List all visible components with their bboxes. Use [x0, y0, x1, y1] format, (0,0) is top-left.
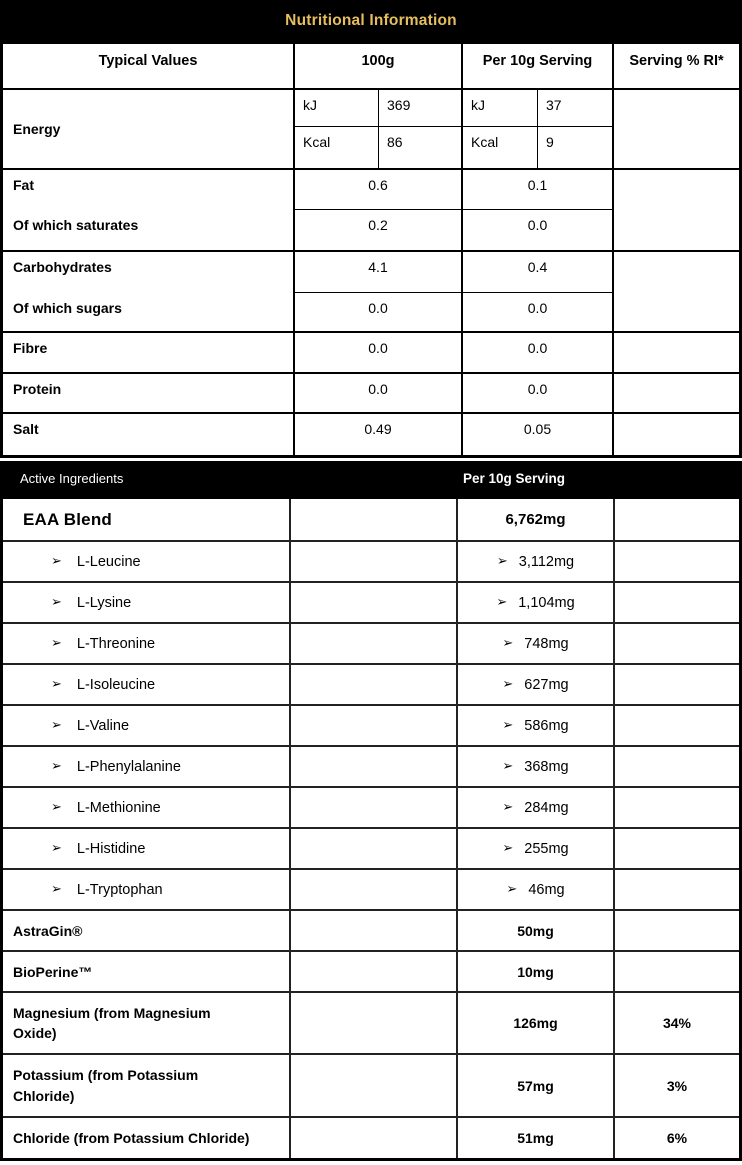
- fat-value-per10g: 0.1: [463, 170, 614, 210]
- potassium-ri: 3%: [615, 1055, 739, 1118]
- protein-value-100g: 0.0: [295, 374, 463, 414]
- arrow-bullet-icon: ➢: [506, 882, 518, 897]
- amino-amount: 368mg: [524, 758, 569, 775]
- fibre-value-per10g: 0.0: [463, 333, 614, 374]
- amino-name: L-Lysine: [76, 594, 132, 611]
- active-ingredients-title: Active Ingredients: [20, 471, 124, 486]
- arrow-bullet-icon: ➢: [51, 882, 62, 897]
- l-leucine-amount: [458, 542, 615, 583]
- row-label-bioperine: BioPerine™: [3, 952, 291, 993]
- carbohydrates-value-per10g: 0.4: [463, 252, 614, 293]
- carbohydrates-ri-cell: [614, 252, 739, 333]
- arrow-bullet-icon: ➢: [502, 677, 514, 692]
- energy-kj-unit-100g: kJ: [295, 90, 379, 127]
- spacer-cell: [291, 583, 458, 624]
- ri-cell: [615, 829, 739, 870]
- row-label-fat: Fat: [3, 170, 295, 210]
- row-label-carbohydrates: Carbohydrates: [3, 252, 295, 293]
- amino-amount: 586mg: [524, 717, 569, 734]
- chloride-amount: 51mg: [458, 1118, 615, 1158]
- amino-amount: 284mg: [524, 799, 569, 816]
- row-label-magnesium: [3, 993, 291, 1055]
- row-label-saturates: Of which saturates: [3, 210, 295, 252]
- row-label-l-phenylalanine: [3, 747, 291, 788]
- ri-cell: [615, 665, 739, 706]
- spacer-cell: [291, 911, 458, 952]
- row-label-l-lysine: [3, 583, 291, 624]
- active-ingredients-header-bar: [0, 461, 742, 496]
- ri-cell: [615, 583, 739, 624]
- ri-cell: [615, 542, 739, 583]
- carbohydrates-value-100g: 4.1: [295, 252, 463, 293]
- mineral-name: Magnesium (from Magnesium Oxide): [13, 1004, 211, 1041]
- arrow-bullet-icon: ➢: [51, 841, 62, 856]
- row-label-l-histidine: [3, 829, 291, 870]
- arrow-bullet-icon: ➢: [51, 677, 62, 692]
- row-label-potassium: [3, 1055, 291, 1118]
- spacer-cell: [291, 1118, 458, 1158]
- eaa-blend-amount: 6,762mg: [458, 499, 615, 542]
- fat-value-100g: 0.6: [295, 170, 463, 210]
- salt-value-100g: 0.49: [295, 414, 463, 455]
- energy-kcal-value-100g: 86: [379, 127, 463, 170]
- row-label-l-threonine: [3, 624, 291, 665]
- spacer-cell: [291, 624, 458, 665]
- l-methionine-amount: [458, 788, 615, 829]
- protein-value-per10g: 0.0: [463, 374, 614, 414]
- arrow-bullet-icon: ➢: [502, 800, 514, 815]
- salt-value-per10g: 0.05: [463, 414, 614, 455]
- row-label-astragin: AstraGin®: [3, 911, 291, 952]
- active-ingredients-serving-label: Per 10g Serving: [463, 471, 566, 486]
- astragin-ri: [615, 911, 739, 952]
- arrow-bullet-icon: ➢: [502, 759, 514, 774]
- salt-ri-cell: [614, 414, 739, 455]
- row-label-l-tryptophan: [3, 870, 291, 911]
- spacer-cell: [291, 706, 458, 747]
- row-label-l-valine: [3, 706, 291, 747]
- amino-amount: 1,104mg: [518, 594, 575, 611]
- magnesium-ri: 34%: [615, 993, 739, 1055]
- spacer-cell: [291, 1055, 458, 1118]
- amino-name: L-Tryptophan: [76, 881, 163, 898]
- spacer-cell: [291, 952, 458, 993]
- row-label-energy: Energy: [3, 90, 295, 170]
- fibre-ri-cell: [614, 333, 739, 374]
- fibre-value-100g: 0.0: [295, 333, 463, 374]
- amino-name: L-Isoleucine: [76, 676, 156, 693]
- arrow-bullet-icon: ➢: [496, 595, 508, 610]
- amino-amount: 46mg: [528, 881, 565, 898]
- spacer-cell: [291, 993, 458, 1055]
- arrow-bullet-icon: ➢: [51, 636, 62, 651]
- arrow-bullet-icon: ➢: [51, 800, 62, 815]
- eaa-blend-ri-cell: [615, 499, 739, 542]
- amino-name: L-Leucine: [76, 553, 141, 570]
- row-label-l-methionine: [3, 788, 291, 829]
- column-header-serving-ri: Serving % RI*: [614, 44, 739, 90]
- bioperine-amount: 10mg: [458, 952, 615, 993]
- arrow-bullet-icon: ➢: [496, 554, 508, 569]
- row-label-eaa-blend: EAA Blend: [3, 499, 291, 542]
- l-valine-amount: [458, 706, 615, 747]
- arrow-bullet-icon: ➢: [502, 841, 514, 856]
- amino-name: L-Histidine: [76, 840, 146, 857]
- row-label-l-isoleucine: [3, 665, 291, 706]
- energy-kcal-unit-per10g: Kcal: [463, 127, 538, 170]
- sugars-value-100g: 0.0: [295, 293, 463, 333]
- fat-ri-cell: [614, 170, 739, 252]
- column-header-typical-values: Typical Values: [3, 44, 295, 90]
- sugars-value-per10g: 0.0: [463, 293, 614, 333]
- chloride-ri: 6%: [666, 1130, 688, 1146]
- page-title: Nutritional Information: [285, 11, 457, 29]
- arrow-bullet-icon: ➢: [51, 718, 62, 733]
- row-label-l-leucine: [3, 542, 291, 583]
- nutrition-table: [0, 41, 742, 458]
- active-ingredients-table: [0, 496, 742, 1161]
- spacer-cell: [291, 747, 458, 788]
- ri-cell: [615, 706, 739, 747]
- eaa-blend-spacer-cell: [291, 499, 458, 542]
- spacer-cell: [291, 788, 458, 829]
- energy-kj-unit-per10g: kJ: [463, 90, 538, 127]
- amino-name: L-Valine: [76, 717, 130, 734]
- spacer-cell: [291, 665, 458, 706]
- potassium-amount: 57mg: [458, 1055, 615, 1118]
- amino-name: L-Methionine: [76, 799, 161, 816]
- spacer-cell: [291, 870, 458, 911]
- spacer-cell: [291, 829, 458, 870]
- ri-cell: [615, 788, 739, 829]
- amino-name: L-Phenylalanine: [76, 758, 181, 775]
- column-header-per-10g: Per 10g Serving: [463, 44, 614, 90]
- energy-kcal-value-per10g: 9: [538, 127, 614, 170]
- l-lysine-amount: [458, 583, 615, 624]
- magnesium-amount: 126mg: [458, 993, 615, 1055]
- amino-amount: 748mg: [524, 635, 569, 652]
- energy-kj-value-per10g: 37: [538, 90, 614, 127]
- amino-name: L-Threonine: [76, 635, 156, 652]
- row-label-salt: Salt: [3, 414, 295, 455]
- arrow-bullet-icon: ➢: [502, 636, 514, 651]
- row-label-sugars: Of which sugars: [3, 293, 295, 333]
- arrow-bullet-icon: ➢: [51, 595, 62, 610]
- ri-cell: [615, 624, 739, 665]
- saturates-value-100g: 0.2: [295, 210, 463, 252]
- row-label-fibre: Fibre: [3, 333, 295, 374]
- column-header-100g: 100g: [295, 44, 463, 90]
- l-threonine-amount: [458, 624, 615, 665]
- amino-amount: 627mg: [524, 676, 569, 693]
- row-label-chloride: Chloride (from Potassium Chloride): [3, 1118, 291, 1158]
- ri-cell: [615, 870, 739, 911]
- l-phenylalanine-amount: [458, 747, 615, 788]
- energy-ri-cell: [614, 90, 739, 170]
- amino-amount: 255mg: [524, 840, 569, 857]
- mineral-name: Potassium (from Potassium Chloride): [13, 1067, 199, 1104]
- bioperine-ri: [615, 952, 739, 993]
- ri-cell: [615, 747, 739, 788]
- l-tryptophan-amount: [458, 870, 615, 911]
- arrow-bullet-icon: ➢: [51, 554, 62, 569]
- title-bar: [0, 0, 742, 41]
- arrow-bullet-icon: ➢: [502, 718, 514, 733]
- energy-kcal-unit-100g: Kcal: [295, 127, 379, 170]
- l-isoleucine-amount: [458, 665, 615, 706]
- arrow-bullet-icon: ➢: [51, 759, 62, 774]
- amino-amount: 3,112mg: [518, 553, 575, 570]
- protein-ri-cell: [614, 374, 739, 414]
- spacer-cell: [291, 542, 458, 583]
- row-label-protein: Protein: [3, 374, 295, 414]
- l-histidine-amount: [458, 829, 615, 870]
- energy-kj-value-100g: 369: [379, 90, 463, 127]
- saturates-value-per10g: 0.0: [463, 210, 614, 252]
- astragin-amount: 50mg: [458, 911, 615, 952]
